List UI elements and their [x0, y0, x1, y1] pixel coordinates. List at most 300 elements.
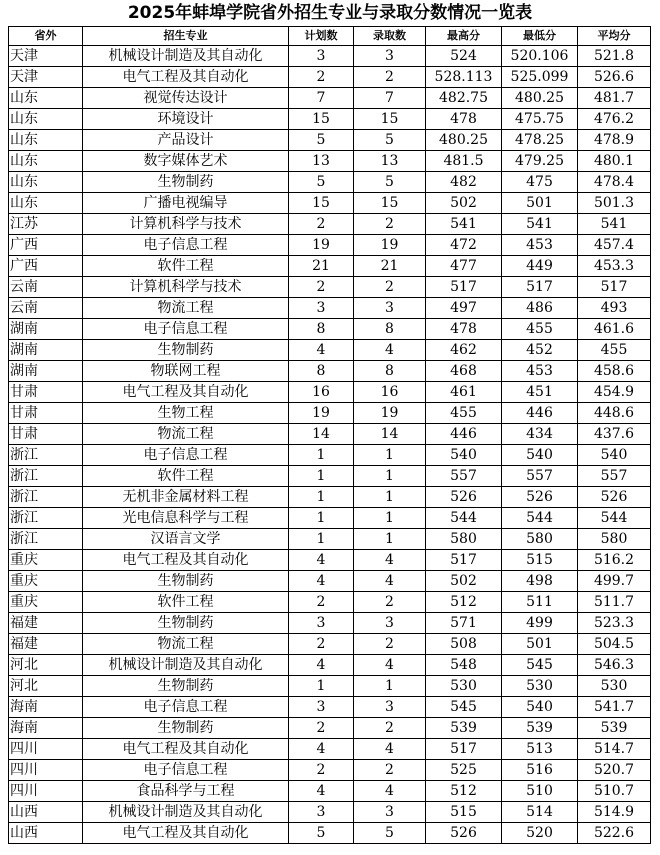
max-score-cell: 468: [426, 361, 502, 382]
avg-score-cell: 520.7: [578, 760, 651, 781]
table-row: [9, 550, 651, 571]
admitted-cell: 5: [354, 172, 426, 193]
province-cell: 江苏: [9, 214, 83, 235]
min-score-cell: 475: [502, 172, 578, 193]
plan-cell: 3: [289, 46, 354, 67]
avg-score-cell: 546.3: [578, 655, 651, 676]
plan-cell: 2: [289, 214, 354, 235]
min-score-cell: 557: [502, 466, 578, 487]
admitted-cell: 8: [354, 319, 426, 340]
avg-score-cell: 522.6: [578, 823, 651, 844]
plan-cell: 2: [289, 67, 354, 88]
admitted-cell: 3: [354, 613, 426, 634]
max-score-cell: 541: [426, 214, 502, 235]
plan-cell: 2: [289, 760, 354, 781]
min-score-cell: 516: [502, 760, 578, 781]
max-score-cell: 482.75: [426, 88, 502, 109]
table-body: [9, 46, 651, 844]
province-cell: 河北: [9, 676, 83, 697]
max-score-cell: 480.25: [426, 130, 502, 151]
admitted-cell: 2: [354, 214, 426, 235]
admitted-cell: 1: [354, 676, 426, 697]
admitted-cell: 2: [354, 67, 426, 88]
province-cell: 福建: [9, 613, 83, 634]
avg-score-cell: 510.7: [578, 781, 651, 802]
plan-cell: 4: [289, 781, 354, 802]
admitted-cell: 8: [354, 361, 426, 382]
min-score-cell: 520: [502, 823, 578, 844]
table-row: [9, 571, 651, 592]
plan-cell: 3: [289, 613, 354, 634]
province-cell: 福建: [9, 634, 83, 655]
max-score-cell: 526: [426, 487, 502, 508]
table-row: [9, 235, 651, 256]
major-cell: 物流工程: [83, 424, 289, 445]
major-cell: 广播电视编导: [83, 193, 289, 214]
table-row: [9, 382, 651, 403]
major-cell: 软件工程: [83, 256, 289, 277]
avg-score-cell: 499.7: [578, 571, 651, 592]
avg-score-cell: 523.3: [578, 613, 651, 634]
major-cell: 生物制药: [83, 676, 289, 697]
header-avg: 平均分: [578, 27, 651, 46]
table-row: [9, 319, 651, 340]
plan-cell: 2: [289, 592, 354, 613]
max-score-cell: 539: [426, 718, 502, 739]
min-score-cell: 446: [502, 403, 578, 424]
admitted-cell: 19: [354, 403, 426, 424]
admitted-cell: 4: [354, 571, 426, 592]
min-score-cell: 453: [502, 235, 578, 256]
table-row: [9, 172, 651, 193]
max-score-cell: 512: [426, 781, 502, 802]
province-cell: 重庆: [9, 550, 83, 571]
avg-score-cell: 544: [578, 508, 651, 529]
min-score-cell: 514: [502, 802, 578, 823]
min-score-cell: 530: [502, 676, 578, 697]
min-score-cell: 526: [502, 487, 578, 508]
admitted-cell: 15: [354, 109, 426, 130]
plan-cell: 1: [289, 445, 354, 466]
max-score-cell: 455: [426, 403, 502, 424]
plan-cell: 3: [289, 697, 354, 718]
province-cell: 浙江: [9, 529, 83, 550]
max-score-cell: 524: [426, 46, 502, 67]
min-score-cell: 540: [502, 445, 578, 466]
major-cell: 无机非金属材料工程: [83, 487, 289, 508]
table-row: [9, 130, 651, 151]
major-cell: 电子信息工程: [83, 445, 289, 466]
min-score-cell: 540: [502, 697, 578, 718]
min-score-cell: 545: [502, 655, 578, 676]
avg-score-cell: 530: [578, 676, 651, 697]
table-row: [9, 487, 651, 508]
max-score-cell: 545: [426, 697, 502, 718]
table-row: [9, 760, 651, 781]
table-row: [9, 697, 651, 718]
max-score-cell: 517: [426, 739, 502, 760]
plan-cell: 4: [289, 739, 354, 760]
max-score-cell: 540: [426, 445, 502, 466]
table-row: [9, 718, 651, 739]
table-row: [9, 151, 651, 172]
min-score-cell: 517: [502, 277, 578, 298]
admitted-cell: 4: [354, 655, 426, 676]
table-row: [9, 46, 651, 67]
avg-score-cell: 501.3: [578, 193, 651, 214]
table-row: [9, 613, 651, 634]
major-cell: 电气工程及其自动化: [83, 739, 289, 760]
avg-score-cell: 461.6: [578, 319, 651, 340]
admitted-cell: 2: [354, 592, 426, 613]
avg-score-cell: 453.3: [578, 256, 651, 277]
major-cell: 电气工程及其自动化: [83, 550, 289, 571]
major-cell: 生物工程: [83, 403, 289, 424]
plan-cell: 5: [289, 823, 354, 844]
plan-cell: 3: [289, 802, 354, 823]
major-cell: 视觉传达设计: [83, 88, 289, 109]
min-score-cell: 486: [502, 298, 578, 319]
admitted-cell: 2: [354, 718, 426, 739]
table-row: [9, 676, 651, 697]
table-row: [9, 529, 651, 550]
avg-score-cell: 458.6: [578, 361, 651, 382]
province-cell: 云南: [9, 277, 83, 298]
plan-cell: 3: [289, 298, 354, 319]
min-score-cell: 453: [502, 361, 578, 382]
header-major: 招生专业: [83, 27, 289, 46]
avg-score-cell: 478.4: [578, 172, 651, 193]
plan-cell: 13: [289, 151, 354, 172]
plan-cell: 5: [289, 172, 354, 193]
min-score-cell: 501: [502, 634, 578, 655]
table-row: [9, 340, 651, 361]
plan-cell: 1: [289, 487, 354, 508]
avg-score-cell: 516.2: [578, 550, 651, 571]
max-score-cell: 477: [426, 256, 502, 277]
admitted-cell: 13: [354, 151, 426, 172]
province-cell: 海南: [9, 697, 83, 718]
plan-cell: 15: [289, 109, 354, 130]
province-cell: 河北: [9, 655, 83, 676]
province-cell: 浙江: [9, 508, 83, 529]
avg-score-cell: 476.2: [578, 109, 651, 130]
province-cell: 山东: [9, 130, 83, 151]
avg-score-cell: 457.4: [578, 235, 651, 256]
province-cell: 云南: [9, 298, 83, 319]
table-row: [9, 781, 651, 802]
admitted-cell: 1: [354, 508, 426, 529]
plan-cell: 1: [289, 508, 354, 529]
plan-cell: 19: [289, 235, 354, 256]
table-row: [9, 403, 651, 424]
major-cell: 物流工程: [83, 634, 289, 655]
header-row: [9, 27, 651, 46]
province-cell: 浙江: [9, 445, 83, 466]
table-row: [9, 214, 651, 235]
plan-cell: 21: [289, 256, 354, 277]
avg-score-cell: 557: [578, 466, 651, 487]
avg-score-cell: 541: [578, 214, 651, 235]
province-cell: 四川: [9, 739, 83, 760]
plan-cell: 4: [289, 571, 354, 592]
max-score-cell: 530: [426, 676, 502, 697]
admitted-cell: 19: [354, 235, 426, 256]
max-score-cell: 515: [426, 802, 502, 823]
admission-table: [8, 26, 651, 844]
min-score-cell: 455: [502, 319, 578, 340]
admitted-cell: 4: [354, 550, 426, 571]
plan-cell: 2: [289, 634, 354, 655]
plan-cell: 2: [289, 277, 354, 298]
major-cell: 食品科学与工程: [83, 781, 289, 802]
major-cell: 汉语言文学: [83, 529, 289, 550]
major-cell: 电气工程及其自动化: [83, 67, 289, 88]
table-row: [9, 109, 651, 130]
major-cell: 生物制药: [83, 340, 289, 361]
max-score-cell: 462: [426, 340, 502, 361]
min-score-cell: 525.099: [502, 67, 578, 88]
max-score-cell: 481.5: [426, 151, 502, 172]
province-cell: 浙江: [9, 466, 83, 487]
admitted-cell: 3: [354, 802, 426, 823]
min-score-cell: 434: [502, 424, 578, 445]
min-score-cell: 541: [502, 214, 578, 235]
avg-score-cell: 455: [578, 340, 651, 361]
province-cell: 天津: [9, 46, 83, 67]
plan-cell: 8: [289, 319, 354, 340]
table-row: [9, 466, 651, 487]
province-cell: 甘肃: [9, 403, 83, 424]
major-cell: 电子信息工程: [83, 235, 289, 256]
max-score-cell: 497: [426, 298, 502, 319]
table-row: [9, 424, 651, 445]
page-title: 2025年蚌埠学院省外招生专业与录取分数情况一览表: [127, 3, 533, 23]
avg-score-cell: 448.6: [578, 403, 651, 424]
province-cell: 重庆: [9, 571, 83, 592]
province-cell: 湖南: [9, 361, 83, 382]
plan-cell: 1: [289, 466, 354, 487]
min-score-cell: 580: [502, 529, 578, 550]
avg-score-cell: 511.7: [578, 592, 651, 613]
plan-cell: 4: [289, 340, 354, 361]
plan-cell: 1: [289, 676, 354, 697]
min-score-cell: 539: [502, 718, 578, 739]
avg-score-cell: 514.9: [578, 802, 651, 823]
province-cell: 重庆: [9, 592, 83, 613]
plan-cell: 19: [289, 403, 354, 424]
major-cell: 机械设计制造及其自动化: [83, 802, 289, 823]
province-cell: 山西: [9, 802, 83, 823]
max-score-cell: 525: [426, 760, 502, 781]
min-score-cell: 515: [502, 550, 578, 571]
admitted-cell: 21: [354, 256, 426, 277]
avg-score-cell: 526: [578, 487, 651, 508]
major-cell: 生物制药: [83, 172, 289, 193]
admitted-cell: 7: [354, 88, 426, 109]
table-row: [9, 193, 651, 214]
avg-score-cell: 478.9: [578, 130, 651, 151]
max-score-cell: 508: [426, 634, 502, 655]
table-row: [9, 655, 651, 676]
province-cell: 四川: [9, 760, 83, 781]
max-score-cell: 472: [426, 235, 502, 256]
avg-score-cell: 514.7: [578, 739, 651, 760]
major-cell: 物联网工程: [83, 361, 289, 382]
plan-cell: 7: [289, 88, 354, 109]
table-row: [9, 256, 651, 277]
major-cell: 电气工程及其自动化: [83, 382, 289, 403]
province-cell: 湖南: [9, 340, 83, 361]
major-cell: 计算机科学与技术: [83, 214, 289, 235]
admitted-cell: 4: [354, 340, 426, 361]
admitted-cell: 5: [354, 823, 426, 844]
major-cell: 光电信息科学与工程: [83, 508, 289, 529]
plan-cell: 8: [289, 361, 354, 382]
admitted-cell: 2: [354, 760, 426, 781]
min-score-cell: 449: [502, 256, 578, 277]
admitted-cell: 2: [354, 277, 426, 298]
min-score-cell: 478.25: [502, 130, 578, 151]
avg-score-cell: 437.6: [578, 424, 651, 445]
table-row: [9, 592, 651, 613]
admitted-cell: 14: [354, 424, 426, 445]
max-score-cell: 544: [426, 508, 502, 529]
avg-score-cell: 504.5: [578, 634, 651, 655]
province-cell: 山东: [9, 109, 83, 130]
admitted-cell: 1: [354, 487, 426, 508]
table-row: [9, 298, 651, 319]
table-row: [9, 634, 651, 655]
major-cell: 生物制药: [83, 613, 289, 634]
table-row: [9, 823, 651, 844]
admitted-cell: 1: [354, 529, 426, 550]
avg-score-cell: 493: [578, 298, 651, 319]
min-score-cell: 520.106: [502, 46, 578, 67]
admitted-cell: 3: [354, 697, 426, 718]
avg-score-cell: 454.9: [578, 382, 651, 403]
admitted-cell: 5: [354, 130, 426, 151]
major-cell: 物流工程: [83, 298, 289, 319]
avg-score-cell: 580: [578, 529, 651, 550]
max-score-cell: 478: [426, 109, 502, 130]
table-row: [9, 739, 651, 760]
admitted-cell: 4: [354, 739, 426, 760]
max-score-cell: 502: [426, 571, 502, 592]
header-max: 最高分: [426, 27, 502, 46]
plan-cell: 4: [289, 655, 354, 676]
header-province: 省外: [9, 27, 83, 46]
major-cell: 生物制药: [83, 571, 289, 592]
avg-score-cell: 540: [578, 445, 651, 466]
major-cell: 机械设计制造及其自动化: [83, 46, 289, 67]
province-cell: 山东: [9, 151, 83, 172]
min-score-cell: 479.25: [502, 151, 578, 172]
admitted-cell: 15: [354, 193, 426, 214]
min-score-cell: 511: [502, 592, 578, 613]
table-row: [9, 508, 651, 529]
plan-cell: 4: [289, 550, 354, 571]
max-score-cell: 548: [426, 655, 502, 676]
header-min: 最低分: [502, 27, 578, 46]
province-cell: 山东: [9, 193, 83, 214]
province-cell: 山东: [9, 88, 83, 109]
province-cell: 广西: [9, 235, 83, 256]
plan-cell: 16: [289, 382, 354, 403]
province-cell: 天津: [9, 67, 83, 88]
major-cell: 电气工程及其自动化: [83, 823, 289, 844]
plan-cell: 2: [289, 718, 354, 739]
avg-score-cell: 539: [578, 718, 651, 739]
plan-cell: 15: [289, 193, 354, 214]
admitted-cell: 3: [354, 46, 426, 67]
avg-score-cell: 521.8: [578, 46, 651, 67]
max-score-cell: 478: [426, 319, 502, 340]
table-row: [9, 445, 651, 466]
plan-cell: 14: [289, 424, 354, 445]
min-score-cell: 499: [502, 613, 578, 634]
admitted-cell: 3: [354, 298, 426, 319]
table-row: [9, 88, 651, 109]
province-cell: 广西: [9, 256, 83, 277]
plan-cell: 1: [289, 529, 354, 550]
plan-cell: 5: [289, 130, 354, 151]
avg-score-cell: 541.7: [578, 697, 651, 718]
avg-score-cell: 517: [578, 277, 651, 298]
admitted-cell: 1: [354, 445, 426, 466]
max-score-cell: 528.113: [426, 67, 502, 88]
province-cell: 甘肃: [9, 382, 83, 403]
max-score-cell: 446: [426, 424, 502, 445]
max-score-cell: 557: [426, 466, 502, 487]
max-score-cell: 461: [426, 382, 502, 403]
major-cell: 软件工程: [83, 466, 289, 487]
major-cell: 软件工程: [83, 592, 289, 613]
avg-score-cell: 481.7: [578, 88, 651, 109]
min-score-cell: 452: [502, 340, 578, 361]
province-cell: 山西: [9, 823, 83, 844]
admitted-cell: 1: [354, 466, 426, 487]
admitted-cell: 16: [354, 382, 426, 403]
header-plan: 计划数: [289, 27, 354, 46]
avg-score-cell: 526.6: [578, 67, 651, 88]
max-score-cell: 512: [426, 592, 502, 613]
min-score-cell: 498: [502, 571, 578, 592]
avg-score-cell: 480.1: [578, 151, 651, 172]
province-cell: 四川: [9, 781, 83, 802]
min-score-cell: 544: [502, 508, 578, 529]
min-score-cell: 510: [502, 781, 578, 802]
max-score-cell: 571: [426, 613, 502, 634]
min-score-cell: 480.25: [502, 88, 578, 109]
major-cell: 数字媒体艺术: [83, 151, 289, 172]
min-score-cell: 451: [502, 382, 578, 403]
major-cell: 电子信息工程: [83, 697, 289, 718]
major-cell: 机械设计制造及其自动化: [83, 655, 289, 676]
table-row: [9, 361, 651, 382]
max-score-cell: 526: [426, 823, 502, 844]
province-cell: 浙江: [9, 487, 83, 508]
max-score-cell: 517: [426, 277, 502, 298]
header-admitted: 录取数: [354, 27, 426, 46]
major-cell: 计算机科学与技术: [83, 277, 289, 298]
table-row: [9, 277, 651, 298]
admitted-cell: 4: [354, 781, 426, 802]
table-row: [9, 67, 651, 88]
province-cell: 海南: [9, 718, 83, 739]
major-cell: 电子信息工程: [83, 319, 289, 340]
province-cell: 甘肃: [9, 424, 83, 445]
